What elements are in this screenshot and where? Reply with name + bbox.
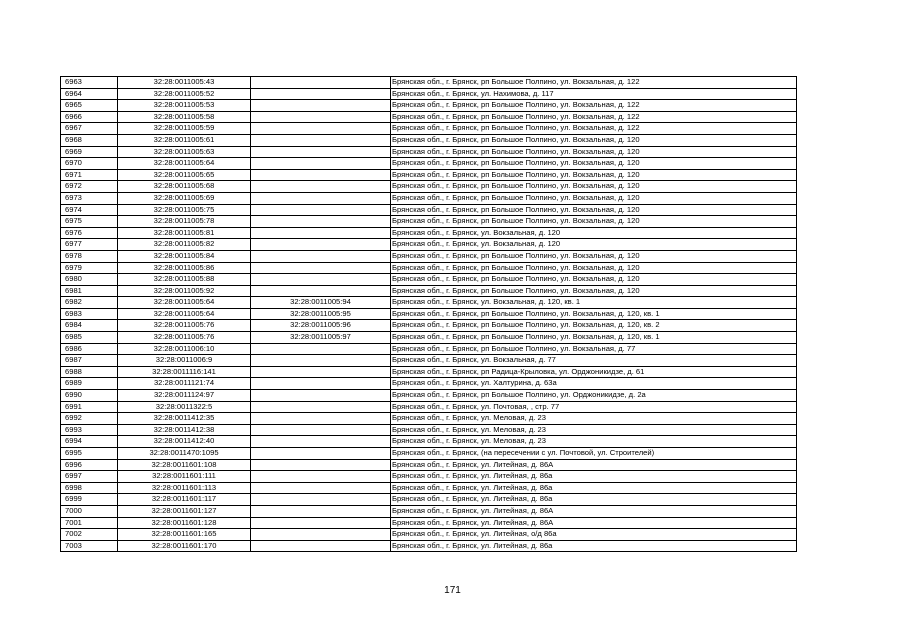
row-number-cell: 6970 (61, 158, 118, 170)
address-cell: Брянская обл., г. Брянск, рп Большое Полпино, ул. Вокзальная, д. 120 (391, 285, 797, 297)
address-cell: Брянская обл., г. Брянск, рп Большое Полпино, ул. Вокзальная, д. 120 (391, 146, 797, 158)
related-cadastral-number-cell (251, 424, 391, 436)
row-number-cell: 6994 (61, 436, 118, 448)
related-cadastral-number-cell (251, 540, 391, 552)
table-row (61, 505, 797, 517)
cadastral-number-cell: 32:28:0011412:40 (118, 436, 251, 448)
related-cadastral-number-cell (251, 111, 391, 123)
address-cell: Брянская обл., г. Брянск, ул. Меловая, д. 23 (391, 413, 797, 425)
related-cadastral-number-cell: 32:28:0011005:94 (251, 297, 391, 309)
row-number-cell: 6979 (61, 262, 118, 274)
related-cadastral-number-cell: 32:28:0011005:95 (251, 308, 391, 320)
row-number-cell: 6977 (61, 239, 118, 251)
table-row (61, 123, 797, 135)
related-cadastral-number-cell (251, 134, 391, 146)
table-row (61, 250, 797, 262)
cadastral-number-cell: 32:28:0011005:59 (118, 123, 251, 135)
related-cadastral-number-cell (251, 471, 391, 483)
cadastral-number-cell: 32:28:0011005:64 (118, 308, 251, 320)
table-row (61, 413, 797, 425)
row-number-cell: 6973 (61, 192, 118, 204)
address-cell: Брянская обл., г. Брянск, рп Большое Полпино, ул. Вокзальная, д. 120 (391, 158, 797, 170)
row-number-cell: 6991 (61, 401, 118, 413)
table-row (61, 355, 797, 367)
related-cadastral-number-cell (251, 227, 391, 239)
related-cadastral-number-cell (251, 401, 391, 413)
table-row (61, 308, 797, 320)
related-cadastral-number-cell (251, 355, 391, 367)
table-row (61, 181, 797, 193)
cadastral-number-cell: 32:28:0011005:84 (118, 250, 251, 262)
related-cadastral-number-cell (251, 274, 391, 286)
table-row (61, 343, 797, 355)
row-number-cell: 6967 (61, 123, 118, 135)
cadastral-number-cell: 32:28:0011121:74 (118, 378, 251, 390)
row-number-cell: 6975 (61, 216, 118, 228)
row-number-cell: 6963 (61, 77, 118, 89)
address-cell: Брянская обл., г. Брянск, рп Большое Полпино, ул. Вокзальная, д. 120 (391, 250, 797, 262)
table-row (61, 146, 797, 158)
table-row (61, 169, 797, 181)
table-row (61, 332, 797, 344)
address-cell: Брянская обл., г. Брянск, ул. Литейная, д. 86А (391, 459, 797, 471)
related-cadastral-number-cell: 32:28:0011005:97 (251, 332, 391, 344)
address-cell: Брянская обл., г. Брянск, рп Большое Полпино, ул. Вокзальная, д. 120 (391, 216, 797, 228)
related-cadastral-number-cell (251, 169, 391, 181)
cadastral-number-cell: 32:28:0011005:52 (118, 88, 251, 100)
table-row (61, 529, 797, 541)
cadastral-number-cell: 32:28:0011124:97 (118, 390, 251, 402)
cadastral-number-cell: 32:28:0011412:35 (118, 413, 251, 425)
address-cell: Брянская обл., г. Брянск, рп Большое Полпино, ул. Вокзальная, д. 120 (391, 262, 797, 274)
related-cadastral-number-cell (251, 366, 391, 378)
address-cell: Брянская обл., г. Брянск, ул. Вокзальная, д. 77 (391, 355, 797, 367)
address-cell: Брянская обл., г. Брянск, рп Большое Полпино, ул. Вокзальная, д. 120 (391, 169, 797, 181)
related-cadastral-number-cell (251, 204, 391, 216)
table-row (61, 274, 797, 286)
related-cadastral-number-cell (251, 378, 391, 390)
cadastral-number-cell: 32:28:0011601:165 (118, 529, 251, 541)
cadastral-number-cell: 32:28:0011601:170 (118, 540, 251, 552)
related-cadastral-number-cell (251, 88, 391, 100)
related-cadastral-number-cell (251, 192, 391, 204)
table-row (61, 540, 797, 552)
cadastral-number-cell: 32:28:0011005:82 (118, 239, 251, 251)
cadastral-number-cell: 32:28:0011005:61 (118, 134, 251, 146)
cadastral-number-cell: 32:28:0011005:64 (118, 158, 251, 170)
property-table-body (61, 77, 797, 552)
address-cell: Брянская обл., г. Брянск, рп Большое Полпино, ул. Вокзальная, д. 120, кв. 2 (391, 320, 797, 332)
table-row (61, 366, 797, 378)
page-number: 171 (444, 585, 461, 596)
row-number-cell: 6986 (61, 343, 118, 355)
address-cell: Брянская обл., г. Брянск, ул. Халтурина, д. 63а (391, 378, 797, 390)
address-cell: Брянская обл., г. Брянск, ул. Литейная, д. 86а (391, 482, 797, 494)
row-number-cell: 6971 (61, 169, 118, 181)
address-cell: Брянская обл., г. Брянск, ул. Меловая, д. 23 (391, 424, 797, 436)
row-number-cell: 6978 (61, 250, 118, 262)
address-cell: Брянская обл., г. Брянск, ул. Литейная, о/д 86а (391, 529, 797, 541)
row-number-cell: 7002 (61, 529, 118, 541)
related-cadastral-number-cell (251, 262, 391, 274)
table-row (61, 320, 797, 332)
address-cell: Брянская обл., г. Брянск, рп Радица-Крыловка, ул. Орджоникидзе, д. 61 (391, 366, 797, 378)
related-cadastral-number-cell (251, 505, 391, 517)
table-row (61, 204, 797, 216)
related-cadastral-number-cell (251, 158, 391, 170)
table-row (61, 482, 797, 494)
table-row (61, 459, 797, 471)
address-cell: Брянская обл., г. Брянск, ул. Литейная, д. 86А (391, 517, 797, 529)
row-number-cell: 6999 (61, 494, 118, 506)
row-number-cell: 6980 (61, 274, 118, 286)
cadastral-number-cell: 32:28:0011005:64 (118, 297, 251, 309)
address-cell: Брянская обл., г. Брянск, рп Большое Полпино, ул. Вокзальная, д. 122 (391, 123, 797, 135)
row-number-cell: 6981 (61, 285, 118, 297)
address-cell: Брянская обл., г. Брянск, рп Большое Полпино, ул. Вокзальная, д. 120, кв. 1 (391, 308, 797, 320)
address-cell: Брянская обл., г. Брянск, рп Большое Полпино, ул. Вокзальная, д. 120 (391, 192, 797, 204)
row-number-cell: 6997 (61, 471, 118, 483)
row-number-cell: 6972 (61, 181, 118, 193)
row-number-cell: 6974 (61, 204, 118, 216)
cadastral-number-cell: 32:28:0011005:86 (118, 262, 251, 274)
address-cell: Брянская обл., г. Брянск, рп Большое Полпино, ул. Орджоникидзе, д. 2а (391, 390, 797, 402)
address-cell: Брянская обл., г. Брянск, рп Большое Полпино, ул. Вокзальная, д. 122 (391, 100, 797, 112)
address-cell: Брянская обл., г. Брянск, ул. Вокзальная, д. 120 (391, 227, 797, 239)
row-number-cell: 6996 (61, 459, 118, 471)
related-cadastral-number-cell: 32:28:0011005:96 (251, 320, 391, 332)
table-row (61, 77, 797, 89)
table-row (61, 517, 797, 529)
table-row (61, 390, 797, 402)
cadastral-number-cell: 32:28:0011005:58 (118, 111, 251, 123)
row-number-cell: 6995 (61, 448, 118, 460)
address-cell: Брянская обл., г. Брянск, ул. Вокзальная, д. 120 (391, 239, 797, 251)
table-row (61, 262, 797, 274)
address-cell: Брянская обл., г. Брянск, рп Большое Полпино, ул. Вокзальная, д. 122 (391, 77, 797, 89)
related-cadastral-number-cell (251, 239, 391, 251)
table-row (61, 227, 797, 239)
cadastral-number-cell: 32:28:0011601:108 (118, 459, 251, 471)
related-cadastral-number-cell (251, 459, 391, 471)
related-cadastral-number-cell (251, 482, 391, 494)
related-cadastral-number-cell (251, 436, 391, 448)
address-cell: Брянская обл., г. Брянск, ул. Литейная, д. 86А (391, 505, 797, 517)
table-row (61, 239, 797, 251)
row-number-cell: 6989 (61, 378, 118, 390)
table-row (61, 111, 797, 123)
address-cell: Брянская обл., г. Брянск, ул. Литейная, д. 86а (391, 540, 797, 552)
row-number-cell: 6964 (61, 88, 118, 100)
address-cell: Брянская обл., г. Брянск, ул. Почтовая, , стр. 77 (391, 401, 797, 413)
table-row (61, 88, 797, 100)
related-cadastral-number-cell (251, 216, 391, 228)
cadastral-number-cell: 32:28:0011005:65 (118, 169, 251, 181)
related-cadastral-number-cell (251, 413, 391, 425)
table-row (61, 192, 797, 204)
table-row (61, 378, 797, 390)
related-cadastral-number-cell (251, 285, 391, 297)
row-number-cell: 6985 (61, 332, 118, 344)
row-number-cell: 7001 (61, 517, 118, 529)
address-cell: Брянская обл., г. Брянск, рп Большое Полпино, ул. Вокзальная, д. 120, кв. 1 (391, 332, 797, 344)
cadastral-number-cell: 32:28:0011006:10 (118, 343, 251, 355)
cadastral-number-cell: 32:28:0011601:113 (118, 482, 251, 494)
related-cadastral-number-cell (251, 517, 391, 529)
cadastral-number-cell: 32:28:0011005:92 (118, 285, 251, 297)
cadastral-number-cell: 32:28:0011005:43 (118, 77, 251, 89)
address-cell: Брянская обл., г. Брянск, (на пересечении с ул. Почтовой, ул. Строителей) (391, 448, 797, 460)
cadastral-number-cell: 32:28:0011470:1095 (118, 448, 251, 460)
table-row (61, 448, 797, 460)
related-cadastral-number-cell (251, 181, 391, 193)
related-cadastral-number-cell (251, 123, 391, 135)
row-number-cell: 6969 (61, 146, 118, 158)
address-cell: Брянская обл., г. Брянск, ул. Литейная, д. 86а (391, 494, 797, 506)
address-cell: Брянская обл., г. Брянск, рп Большое Полпино, ул. Вокзальная, д. 120 (391, 274, 797, 286)
row-number-cell: 6976 (61, 227, 118, 239)
cadastral-number-cell: 32:28:0011005:81 (118, 227, 251, 239)
table-row (61, 436, 797, 448)
related-cadastral-number-cell (251, 390, 391, 402)
cadastral-number-cell: 32:28:0011006:9 (118, 355, 251, 367)
related-cadastral-number-cell (251, 529, 391, 541)
cadastral-number-cell: 32:28:0011005:78 (118, 216, 251, 228)
row-number-cell: 6987 (61, 355, 118, 367)
table-row (61, 297, 797, 309)
table-row (61, 100, 797, 112)
row-number-cell: 6984 (61, 320, 118, 332)
cadastral-number-cell: 32:28:0011005:69 (118, 192, 251, 204)
row-number-cell: 6983 (61, 308, 118, 320)
table-row (61, 424, 797, 436)
related-cadastral-number-cell (251, 343, 391, 355)
address-cell: Брянская обл., г. Брянск, ул. Нахимова, д. 117 (391, 88, 797, 100)
table-row (61, 285, 797, 297)
address-cell: Брянская обл., г. Брянск, рп Большое Полпино, ул. Вокзальная, д. 120 (391, 134, 797, 146)
address-cell: Брянская обл., г. Брянск, рп Большое Полпино, ул. Вокзальная, д. 120 (391, 181, 797, 193)
table-row (61, 158, 797, 170)
row-number-cell: 6968 (61, 134, 118, 146)
related-cadastral-number-cell (251, 146, 391, 158)
cadastral-number-cell: 32:28:0011116:141 (118, 366, 251, 378)
cadastral-number-cell: 32:28:0011412:38 (118, 424, 251, 436)
address-cell: Брянская обл., г. Брянск, ул. Меловая, д. 23 (391, 436, 797, 448)
cadastral-number-cell: 32:28:0011005:88 (118, 274, 251, 286)
row-number-cell: 6998 (61, 482, 118, 494)
address-cell: Брянская обл., г. Брянск, рп Большое Полпино, ул. Вокзальная, д. 122 (391, 111, 797, 123)
cadastral-number-cell: 32:28:0011005:53 (118, 100, 251, 112)
cadastral-number-cell: 32:28:0011005:76 (118, 332, 251, 344)
table-row (61, 216, 797, 228)
address-cell: Брянская обл., г. Брянск, рп Большое Полпино, ул. Вокзальная, д. 120 (391, 204, 797, 216)
cadastral-number-cell: 32:28:0011601:111 (118, 471, 251, 483)
property-table (60, 76, 797, 552)
cadastral-number-cell: 32:28:0011322:5 (118, 401, 251, 413)
cadastral-number-cell: 32:28:0011005:68 (118, 181, 251, 193)
cadastral-number-cell: 32:28:0011005:75 (118, 204, 251, 216)
table-row (61, 401, 797, 413)
table-row (61, 471, 797, 483)
related-cadastral-number-cell (251, 448, 391, 460)
row-number-cell: 6982 (61, 297, 118, 309)
address-cell: Брянская обл., г. Брянск, ул. Литейная, д. 86а (391, 471, 797, 483)
related-cadastral-number-cell (251, 250, 391, 262)
row-number-cell: 6990 (61, 390, 118, 402)
row-number-cell: 6992 (61, 413, 118, 425)
related-cadastral-number-cell (251, 100, 391, 112)
row-number-cell: 6993 (61, 424, 118, 436)
cadastral-number-cell: 32:28:0011601:117 (118, 494, 251, 506)
related-cadastral-number-cell (251, 494, 391, 506)
table-row (61, 134, 797, 146)
row-number-cell: 7000 (61, 505, 118, 517)
cadastral-number-cell: 32:28:0011005:76 (118, 320, 251, 332)
cadastral-number-cell: 32:28:0011005:63 (118, 146, 251, 158)
row-number-cell: 6966 (61, 111, 118, 123)
cadastral-number-cell: 32:28:0011601:127 (118, 505, 251, 517)
row-number-cell: 6988 (61, 366, 118, 378)
related-cadastral-number-cell (251, 77, 391, 89)
address-cell: Брянская обл., г. Брянск, ул. Вокзальная, д. 120, кв. 1 (391, 297, 797, 309)
address-cell: Брянская обл., г. Брянск, рп Большое Полпино, ул. Вокзальная, д. 77 (391, 343, 797, 355)
table-row (61, 494, 797, 506)
cadastral-number-cell: 32:28:0011601:128 (118, 517, 251, 529)
row-number-cell: 6965 (61, 100, 118, 112)
row-number-cell: 7003 (61, 540, 118, 552)
